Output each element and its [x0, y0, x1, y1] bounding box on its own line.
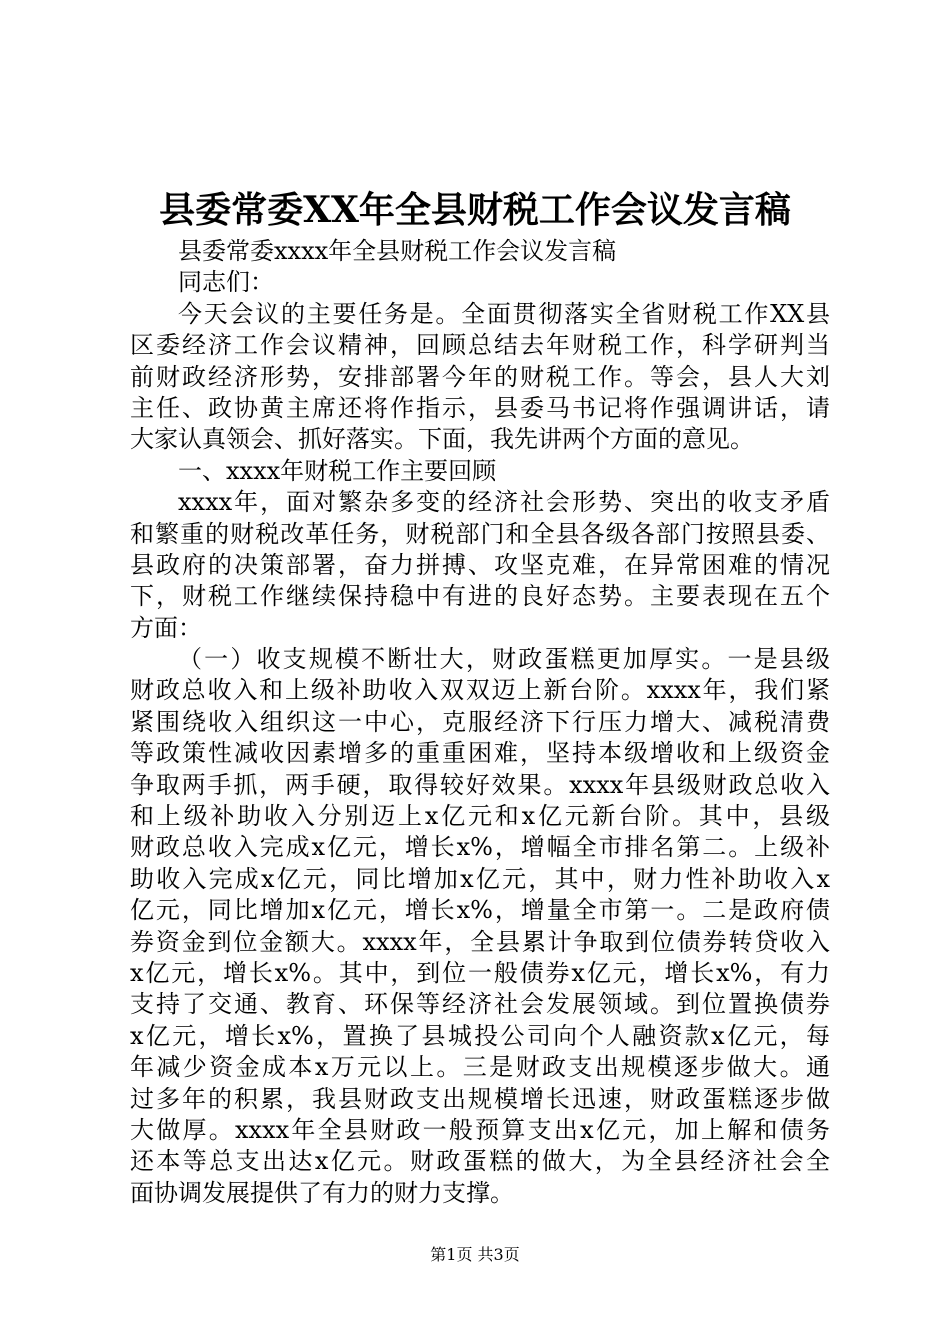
text-line: 年减少资金成本x万元以上。三是财政支出规模逐步做大。通 — [130, 1053, 830, 1082]
text-line: （一）收支规模不断壮大，财政蛋糕更加厚实。一是县级 — [178, 645, 830, 674]
text-line: 紧围绕收入组织这一中心，克服经济下行压力增大、减税清费 — [130, 707, 830, 736]
text-line: 财政总收入完成x亿元，增长x%，增幅全市排名第二。上级补 — [130, 833, 830, 862]
text-line: 和繁重的财税改革任务，财税部门和全县各级各部门按照县委、 — [130, 519, 830, 548]
text-line: 方面： — [130, 613, 202, 642]
text-line: 前财政经济形势，安排部署今年的财税工作。等会，县人大刘 — [130, 362, 830, 391]
text-line: x亿元，增长x%，置换了县城投公司向个人融资款x亿元，每 — [130, 1021, 830, 1050]
document-title: 县委常委XX年全县财税工作会议发言稿 — [159, 189, 791, 231]
text-line: 过多年的积累，我县财政支出规模增长迅速，财政蛋糕逐步做 — [130, 1084, 830, 1113]
document-body — [130, 236, 830, 1209]
text-line: 支持了交通、教育、环保等经济社会发展领域。到位置换债券 — [130, 990, 830, 1019]
text-line: 一、xxxx年财税工作主要回顾 — [178, 456, 497, 485]
text-line: 和上级补助收入分别迈上x亿元和x亿元新台阶。其中，县级 — [130, 802, 830, 831]
text-line: 助收入完成x亿元，同比增加x亿元，其中，财力性补助收入x — [130, 864, 830, 893]
text-line: 下，财税工作继续保持稳中有进的良好态势。主要表现在五个 — [130, 582, 830, 611]
text-line: 今天会议的主要任务是。全面贯彻落实全省财税工作XX县 — [178, 299, 830, 328]
text-line: 还本等总支出达x亿元。财政蛋糕的做大，为全县经济社会全 — [130, 1147, 830, 1176]
text-line: 面协调发展提供了有力的财力支撑。 — [130, 1178, 514, 1207]
text-line: 券资金到位金额大。xxxx年，全县累计争取到位债券转贷收入 — [130, 927, 830, 956]
text-line: 主任、政协黄主席还将作指示，县委马书记将作强调讲话，请 — [130, 393, 830, 422]
text-line: 大做厚。xxxx年全县财政一般预算支出x亿元，加上解和债务 — [130, 1115, 830, 1144]
text-line: 亿元，同比增加x亿元，增长x%，增量全市第一。二是政府债 — [130, 896, 830, 925]
text-line: 县政府的决策部署，奋力拼搏、攻坚克难，在异常困难的情况 — [130, 550, 830, 579]
text-line: x亿元，增长x%。其中，到位一般债券x亿元，增长x%，有力 — [130, 958, 830, 987]
text-line: 县委常委xxxx年全县财税工作会议发言稿 — [178, 237, 617, 265]
text-line: 等政策性减收因素增多的重重困难，坚持本级增收和上级资金 — [130, 739, 830, 768]
text-line: 区委经济工作会议精神，回顾总结去年财税工作，科学研判当 — [130, 331, 830, 360]
text-line: 财政总收入和上级补助收入双双迈上新台阶。xxxx年，我们紧 — [130, 676, 830, 705]
text-line: 同志们： — [178, 268, 274, 297]
page-footer: 第1页 共3页 — [430, 1245, 520, 1264]
text-line: 大家认真领会、抓好落实。下面，我先讲两个方面的意见。 — [130, 425, 754, 454]
text-line: xxxx年，面对繁杂多变的经济社会形势、突出的收支矛盾 — [178, 488, 830, 517]
text-line: 争取两手抓，两手硬，取得较好效果。xxxx年县级财政总收入 — [130, 770, 830, 799]
